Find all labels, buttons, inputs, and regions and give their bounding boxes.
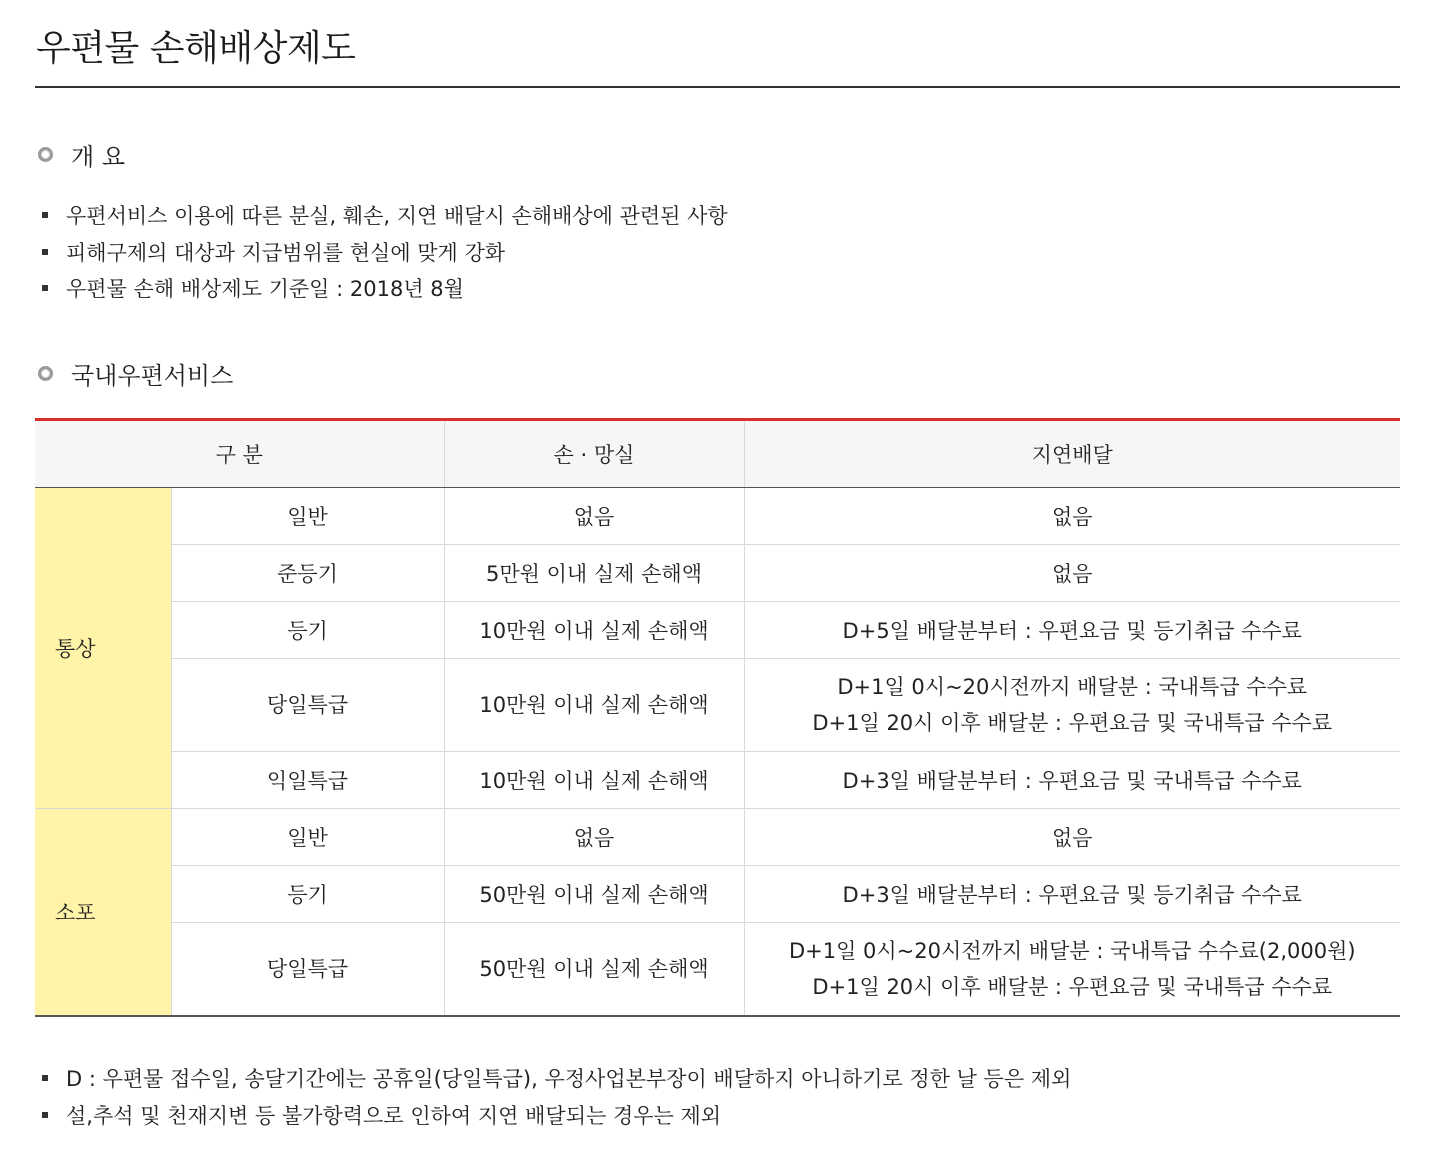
table-row (35, 545, 1400, 602)
table-row (35, 602, 1400, 659)
delay-cell: D+3일 배달분부터 : 우편요금 및 국내특급 수수료 (744, 752, 1400, 809)
section-domestic-heading (38, 356, 233, 391)
ring-bullet-icon (38, 366, 53, 381)
delay-cell: D+1일 0시~20시전까지 배달분 : 국내특급 수수료 D+1일 20시 이후 배달분 : 우편요금 및 국내특급 수수료 (744, 659, 1400, 752)
sub-type-cell: 일반 (171, 488, 444, 545)
delay-cell: 없음 (744, 488, 1400, 545)
table-row (35, 488, 1400, 545)
table-row (35, 809, 1400, 866)
section-title: 국내우편서비스 (71, 362, 234, 390)
table-row (35, 752, 1400, 809)
title-divider (35, 86, 1400, 88)
header-loss: 손 · 망실 (444, 420, 744, 488)
section-title: 개 요 (71, 143, 125, 171)
list-item: 우편물 손해 배상제도 기준일 : 2018년 8월 (42, 270, 728, 307)
sub-type-cell: 당일특급 (171, 659, 444, 752)
delay-cell: D+1일 0시~20시전까지 배달분 : 국내특급 수수료(2,000원) D+1일 20시 이후 배달분 : 우편요금 및 국내특급 수수료 (744, 923, 1400, 1017)
delay-cell: D+3일 배달분부터 : 우편요금 및 등기취급 수수료 (744, 866, 1400, 923)
sub-type-cell: 등기 (171, 602, 444, 659)
table-row (35, 866, 1400, 923)
loss-cell: 없음 (444, 809, 744, 866)
sub-type-cell: 익일특급 (171, 752, 444, 809)
header-type: 구 분 (35, 420, 444, 488)
loss-cell: 10만원 이내 실제 손해액 (444, 752, 744, 809)
table-row (35, 659, 1400, 752)
delay-cell: 없음 (744, 545, 1400, 602)
list-item: 설,추석 및 천재지변 등 불가항력으로 인하여 지연 배달되는 경우는 제외 (42, 1097, 1071, 1134)
list-item: D : 우편물 접수일, 송달기간에는 공휴일(당일특급), 우정사업본부장이 배달하지 아니하기로 정한 날 등은 제외 (42, 1060, 1071, 1097)
header-delay: 지연배달 (744, 420, 1400, 488)
sub-type-cell: 일반 (171, 809, 444, 866)
sub-type-cell: 등기 (171, 866, 444, 923)
category-cell: 통상 (35, 488, 171, 809)
loss-cell: 50만원 이내 실제 손해액 (444, 923, 744, 1017)
ring-bullet-icon (38, 147, 53, 162)
square-bullet-icon (42, 249, 48, 255)
sub-type-cell: 당일특급 (171, 923, 444, 1017)
delay-cell: 없음 (744, 809, 1400, 866)
sub-type-cell: 준등기 (171, 545, 444, 602)
loss-cell: 없음 (444, 488, 744, 545)
overview-list (42, 197, 728, 307)
square-bullet-icon (42, 1075, 48, 1081)
list-item: 피해구제의 대상과 지급범위를 현실에 맞게 강화 (42, 234, 728, 271)
page-title: 우편물 손해배상제도 (36, 28, 356, 69)
section-overview-heading (38, 137, 125, 172)
compensation-table (35, 418, 1400, 1017)
square-bullet-icon (42, 1112, 48, 1118)
loss-cell: 50만원 이내 실제 손해액 (444, 866, 744, 923)
square-bullet-icon (42, 212, 48, 218)
table-header-row (35, 420, 1400, 488)
loss-cell: 5만원 이내 실제 손해액 (444, 545, 744, 602)
loss-cell: 10만원 이내 실제 손해액 (444, 659, 744, 752)
category-cell: 소포 (35, 809, 171, 1017)
notes-list (42, 1060, 1071, 1133)
table-row (35, 923, 1400, 1017)
delay-cell: D+5일 배달분부터 : 우편요금 및 등기취급 수수료 (744, 602, 1400, 659)
list-item: 우편서비스 이용에 따른 분실, 훼손, 지연 배달시 손해배상에 관련된 사항 (42, 197, 728, 234)
square-bullet-icon (42, 285, 48, 291)
loss-cell: 10만원 이내 실제 손해액 (444, 602, 744, 659)
